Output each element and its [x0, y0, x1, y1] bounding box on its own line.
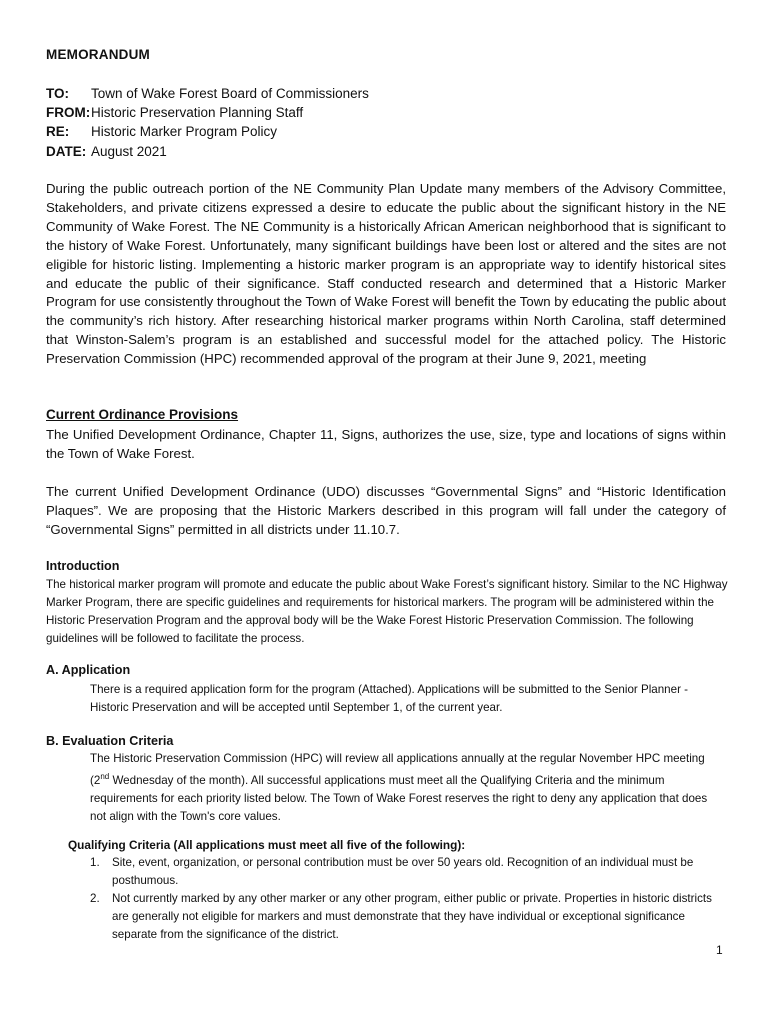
to-value: Town of Wake Forest Board of Commissioners	[91, 86, 369, 101]
memo-re-line	[46, 123, 277, 141]
list-item	[90, 854, 730, 890]
evaluation-ordinal-suffix: nd	[100, 772, 110, 781]
evaluation-text-part-2: Wednesday of the month). All successful applications must meet all the Qualifying Criteria and the minimum requirements for each priority listed below. The Town of Wake Forest reserves the right to deny any application that does not align with the Town's core values.	[90, 773, 708, 823]
evaluation-text	[90, 750, 725, 826]
memo-to-line	[46, 85, 369, 103]
memo-from-line	[46, 104, 303, 122]
list-item-text: Site, event, organization, or personal contribution must be over 50 years old. Recognition of an individual must be posthumous.	[112, 856, 694, 887]
date-value: August 2021	[91, 144, 167, 159]
current-ordinance-paragraph-1: The Unified Development Ordinance, Chapter 11, Signs, authorizes the use, size, type and locations of signs within the Town of Wake Forest.	[46, 427, 726, 461]
list-item-text: Not currently marked by any other marker or any other program, either public or private. Properties in historic districts are generally not eligible for markers and must demonstrate that they have individual or exceptional significance separate from the significance of the district.	[112, 892, 712, 941]
current-ordinance-paragraph-2: The current Unified Development Ordinance (UDO) discusses “Governmental Signs” and “Historic Identification Plaques”. We are proposing that the Historic Markers described in this program will fall under the category of “Governmental Signs” permitted in all districts under 11.10.7.	[46, 484, 726, 537]
list-item-number: 1.	[90, 856, 100, 869]
memo-title: MEMORANDUM	[46, 47, 150, 62]
evaluation-heading: B. Evaluation Criteria	[46, 734, 174, 748]
date-label: DATE:	[46, 144, 87, 159]
re-value: Historic Marker Program Policy	[91, 124, 278, 139]
memo-date-line	[46, 143, 167, 161]
list-item	[90, 890, 730, 944]
introduction-text: The historical marker program will promote and educate the public about Wake Forest’s significant history. Similar to the NC Highway Marker Program, there are specific guidelines and requirements for historical markers. The program will be administered within the Historic Preservation Program and the approval body will be the Wake Forest Historic Preservation Commission. The following guidelines will be followed to facilitate the process.	[46, 578, 728, 645]
from-value: Historic Preservation Planning Staff	[91, 105, 304, 120]
to-label: TO:	[46, 86, 69, 101]
re-label: RE:	[46, 124, 70, 139]
list-item-number: 2.	[90, 892, 100, 905]
introduction-heading: Introduction	[46, 559, 120, 573]
application-heading: A. Application	[46, 663, 131, 677]
application-text: There is a required application form for the program (Attached). Applications will be submitted to the Senior Planner - Historic Preservation and will be accepted until September 1, of the current year.	[90, 683, 689, 714]
page-number: 1	[716, 943, 723, 957]
current-ordinance-heading: Current Ordinance Provisions	[46, 407, 239, 422]
qualifying-criteria-heading: Qualifying Criteria (All applications must meet all five of the following):	[68, 838, 466, 852]
evaluation-text-part-1: The Historic Preservation Commission (HPC) will review all applications annually at the regular November HPC meeting (2	[90, 752, 705, 787]
intro-paragraph: During the public outreach portion of the NE Community Plan Update many members of the Advisory Committee, Stakeholders, and private citizens expressed a desire to educate the public about the significant history in the NE Community of Wake Forest. The NE Community is a historically African American neighborhood that is significant to the history of Wake Forest. Unfortunately, many significant buildings have been lost or altered and the sites are not eligible for historic listing. Implementing a historic marker program is an appropriate way to identify historical sites and educate the public of their significance. Staff conducted research and determined that a Historic Marker Program for use consistently throughout the Town of Wake Forest will benefit the Town by educating the public about the community’s rich history. After researching historical marker programs within North Carolina, staff determined that Winston-Salem’s program is an established and successful model for the attached policy. The Historic Preservation Commission (HPC) recommended approval of the program at their June 9, 2021, meeting	[46, 181, 726, 367]
from-label: FROM:	[46, 105, 91, 120]
